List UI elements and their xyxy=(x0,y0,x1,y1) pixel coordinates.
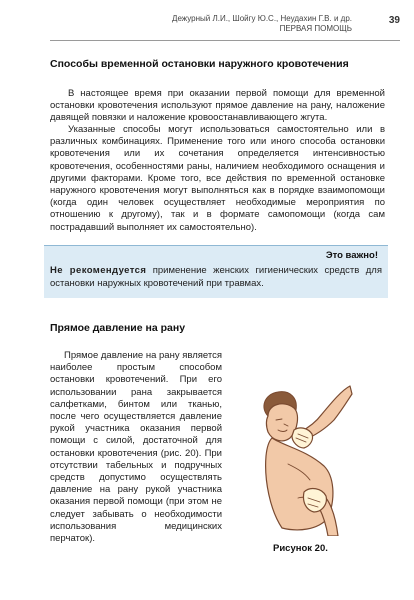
running-head-book-title: ПЕРВАЯ ПОМОЩЬ xyxy=(279,24,352,33)
callout-bold-text: Не рекомендуется xyxy=(50,265,147,276)
header-rule xyxy=(50,40,400,41)
callout-body-text: применение женских гигиенических средств для остановки наружных кровотечений при травмах. xyxy=(50,265,382,289)
paragraph-text: В настоящее время при оказании первой помощи для временной остановки кровотечения используют прямое давление на рану, наложение давящей повязки и наложение кровоостанавливающего жгута. xyxy=(50,88,385,124)
running-head-authors: Дежурный Л.И., Шойгу Ю.С., Неудахин Г.В. и др. xyxy=(172,14,352,23)
running-head xyxy=(92,14,352,34)
page-number: 39 xyxy=(388,15,400,26)
callout-text xyxy=(50,264,382,290)
callout-title: Это важно! xyxy=(325,250,378,261)
figure-20 xyxy=(238,380,354,536)
paragraph-intro xyxy=(50,88,385,125)
figure-caption: Рисунок 20. xyxy=(273,543,328,554)
important-callout xyxy=(44,245,388,298)
paragraph-direct-pressure xyxy=(50,350,222,545)
paragraph-methods xyxy=(50,124,385,234)
first-aid-direct-pressure-icon xyxy=(238,380,354,536)
paragraph-text: Прямое давление на рану является наиболее простым способом остановки кровотечений. При его использовании рана закрывается салфетками, бинтом или тканью, после чего осуществляется давление рукой участника оказания первой помощи с силой, достаточной для остановки кровотечения (рис. 20). При отсутствии табельных и подручных средств допустимо осуществлять давление на рану рукой участника оказания первой помощи (при этом не следует забывать о необходимости использования медицинских перчаток). xyxy=(50,350,222,545)
paragraph-text: Указанные способы могут использоваться самостоятельно или в различных комбинациях. Применение того или иного способа остановки кровотечения или их сочетания определяется интенсивностью кровотечения, особенностями раны, наличием необходимого оснащения и другими факторами. Кроме того, все действия по временной остановке наружного кровотечения могут выполняться как в порядке взаимопомощи (когда один человек осуществляет необходимые мероприятия по отношению к другому), так и в формате самопомощи (когда сам пострадавший выполняет их самостоятельно). xyxy=(50,124,385,233)
section-title: Способы временной остановки наружного кровотечения xyxy=(50,58,349,70)
subheading-direct-pressure: Прямое давление на рану xyxy=(50,322,186,334)
